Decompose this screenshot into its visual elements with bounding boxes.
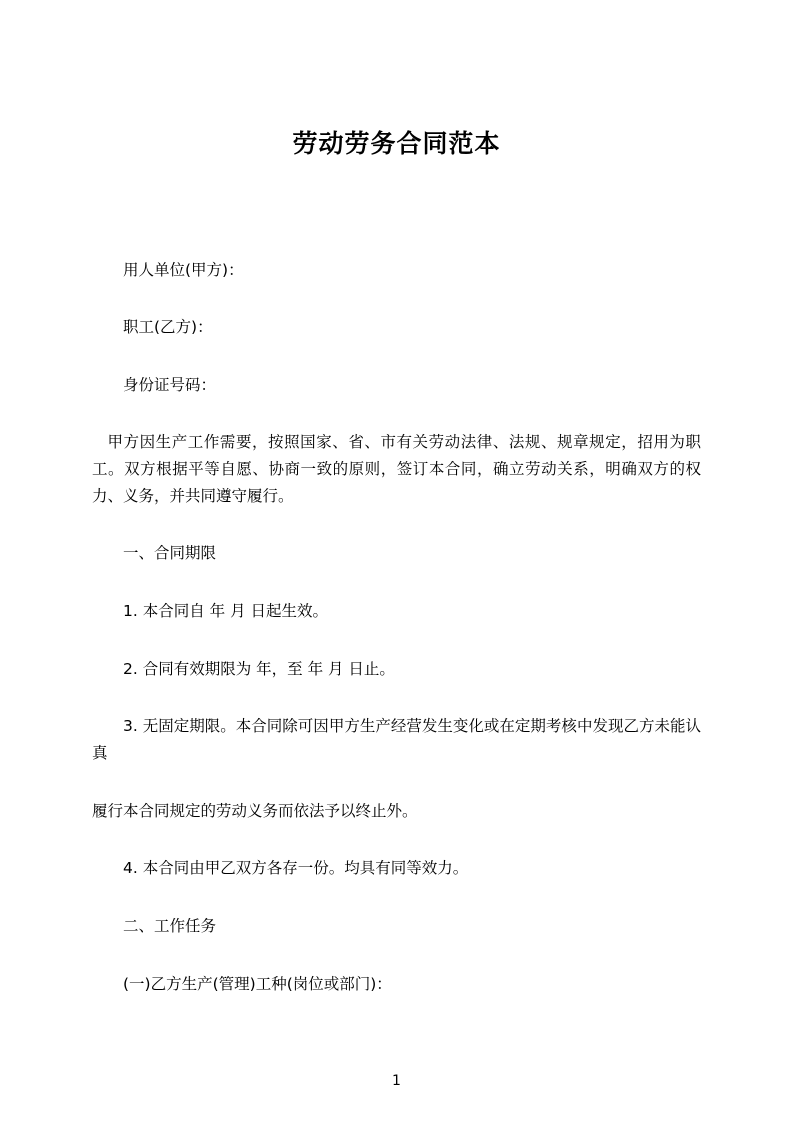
paragraph-employee-field: 职工(乙方)： [123,318,213,337]
paragraph-clause-1-2: 2. 合同有效期限为 年，至 年 月 日止。 [123,659,395,678]
page-title: 劳动劳务合同范本 [292,129,501,158]
paragraph-clause-1-4: 4. 本合同由甲乙双方各存一份。均具有同等效力。 [123,859,469,878]
paragraph-clause-1-3-continued: 履行本合同规定的劳动义务而依法予以终止外。 [92,801,418,820]
document-body [92,257,701,998]
paragraph-id-number-field: 身份证号码： [123,375,217,394]
paragraph-preamble: 甲方因生产工作需要，按照国家、省、市有关劳动法律、法规、规章规定，招用为职工。双方根据平等自愿、协商一致的原则，签订本合同，确立劳动关系，明确双方的权力、义务，并共同遵守履行。 [92,433,701,505]
page-content [92,0,701,1122]
heading-section-two: 二、工作任务 [123,917,217,936]
paragraph-employer-field: 用人单位(甲方)： [123,260,244,279]
paragraph-clause-2-1: (一)乙方生产(管理)工种(岗位或部门)： [123,974,392,993]
page-number: 1 [392,1073,401,1089]
paragraph-clause-1-3: 3. 无固定期限。本合同除可因甲方生产经营发生变化或在定期考核中发现乙方未能认真 [92,717,701,763]
heading-section-one: 一、合同期限 [123,544,217,563]
paragraph-clause-1-1: 1. 本合同自 年 月 日起生效。 [123,602,328,621]
